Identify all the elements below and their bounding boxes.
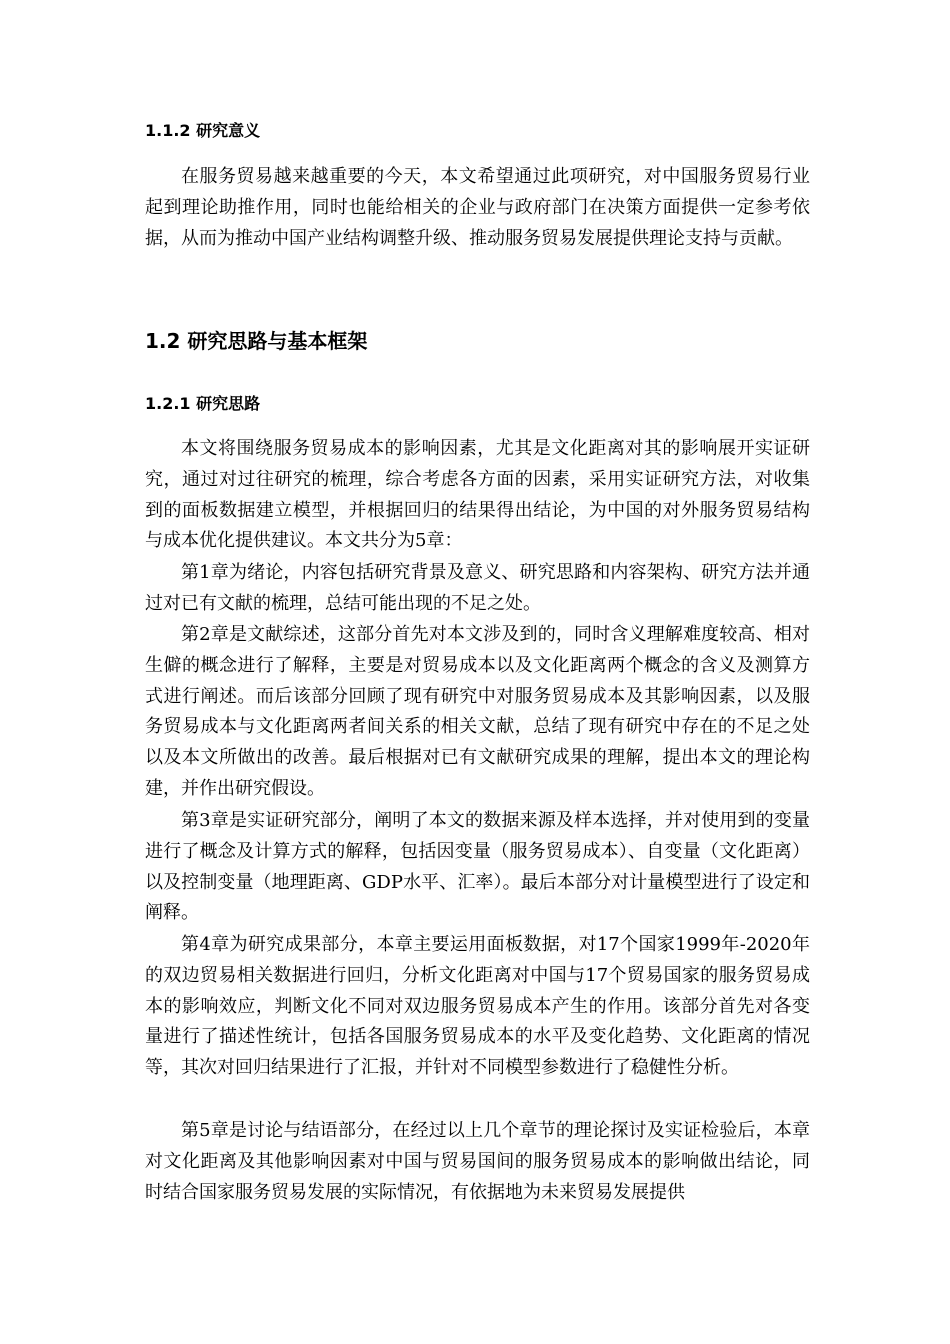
paragraph-chapter-5: 第5章是讨论与结语部分，在经过以上几个章节的理论探讨及实证检验后，本章对文化距离及其他影响因素对中国与贸易国间的服务贸易成本的影响做出结论，同时结合国家服务贸易发展的实际情况，有依据地为未来贸易发展提供 xyxy=(145,1120,810,1203)
heading-1-2: 1.2 研究思路与基本框架 xyxy=(145,329,368,353)
paragraph-chapter-1: 第1章为绪论，内容包括研究背景及意义、研究思路和内容架构、研究方法并通过对已有文献的梳理，总结可能出现的不足之处。 xyxy=(145,562,810,614)
paragraph-chapter-4: 第4章为研究成果部分，本章主要运用面板数据，对17个国家1999年-2020年的双边贸易相关数据进行回归，分析文化距离对中国与17个贸易国家的服务贸易成本的影响效应，判断文化不同对双边服务贸易成本产生的作用。该部分首先对各变量进行了描述性统计，包括各国服务贸易成本的水平及变化趋势、文化距离的情况等，其次对回归结果进行了汇报，并针对不同模型参数进行了稳健性分析。 xyxy=(145,934,810,1079)
paragraph-research-significance: 在服务贸易越来越重要的今天，本文希望通过此项研究，对中国服务贸易行业起到理论助推作用，同时也能给相关的企业与政府部门在决策方面提供一定参考依据，从而为推动中国产业结构调整升级、推动服务贸易发展提供理论支持与贡献。 xyxy=(145,166,810,249)
paragraph-chapter-2: 第2章是文献综述，这部分首先对本文涉及到的，同时含义理解难度较高、相对生僻的概念进行了解释，主要是对贸易成本以及文化距离两个概念的含义及测算方式进行阐述。而后该部分回顾了现有研究中对服务贸易成本及其影响因素，以及服务贸易成本与文化距离两者间关系的相关文献，总结了现有研究中存在的不足之处以及本文所做出的改善。最后根据对已有文献研究成果的理解，提出本文的理论构建，并作出研究假设。 xyxy=(145,624,810,799)
heading-1-2-1: 1.2.1 研究思路 xyxy=(145,394,261,413)
heading-1-1-2: 1.1.2 研究意义 xyxy=(145,121,261,140)
paragraph-chapter-3: 第3章是实证研究部分，阐明了本文的数据来源及样本选择，并对使用到的变量进行了概念及计算方式的解释，包括因变量（服务贸易成本）、自变量（文化距离）以及控制变量（地理距离、GDP水平、汇率）。最后本部分对计量模型进行了设定和阐释。 xyxy=(145,810,810,924)
paragraph-research-approach: 本文将围绕服务贸易成本的影响因素，尤其是文化距离对其的影响展开实证研究，通过对过往研究的梳理，综合考虑各方面的因素，采用实证研究方法，对收集到的面板数据建立模型，并根据回归的结果得出结论，为中国的对外服务贸易结构与成本优化提供建议。本文共分为5章： xyxy=(145,438,810,552)
